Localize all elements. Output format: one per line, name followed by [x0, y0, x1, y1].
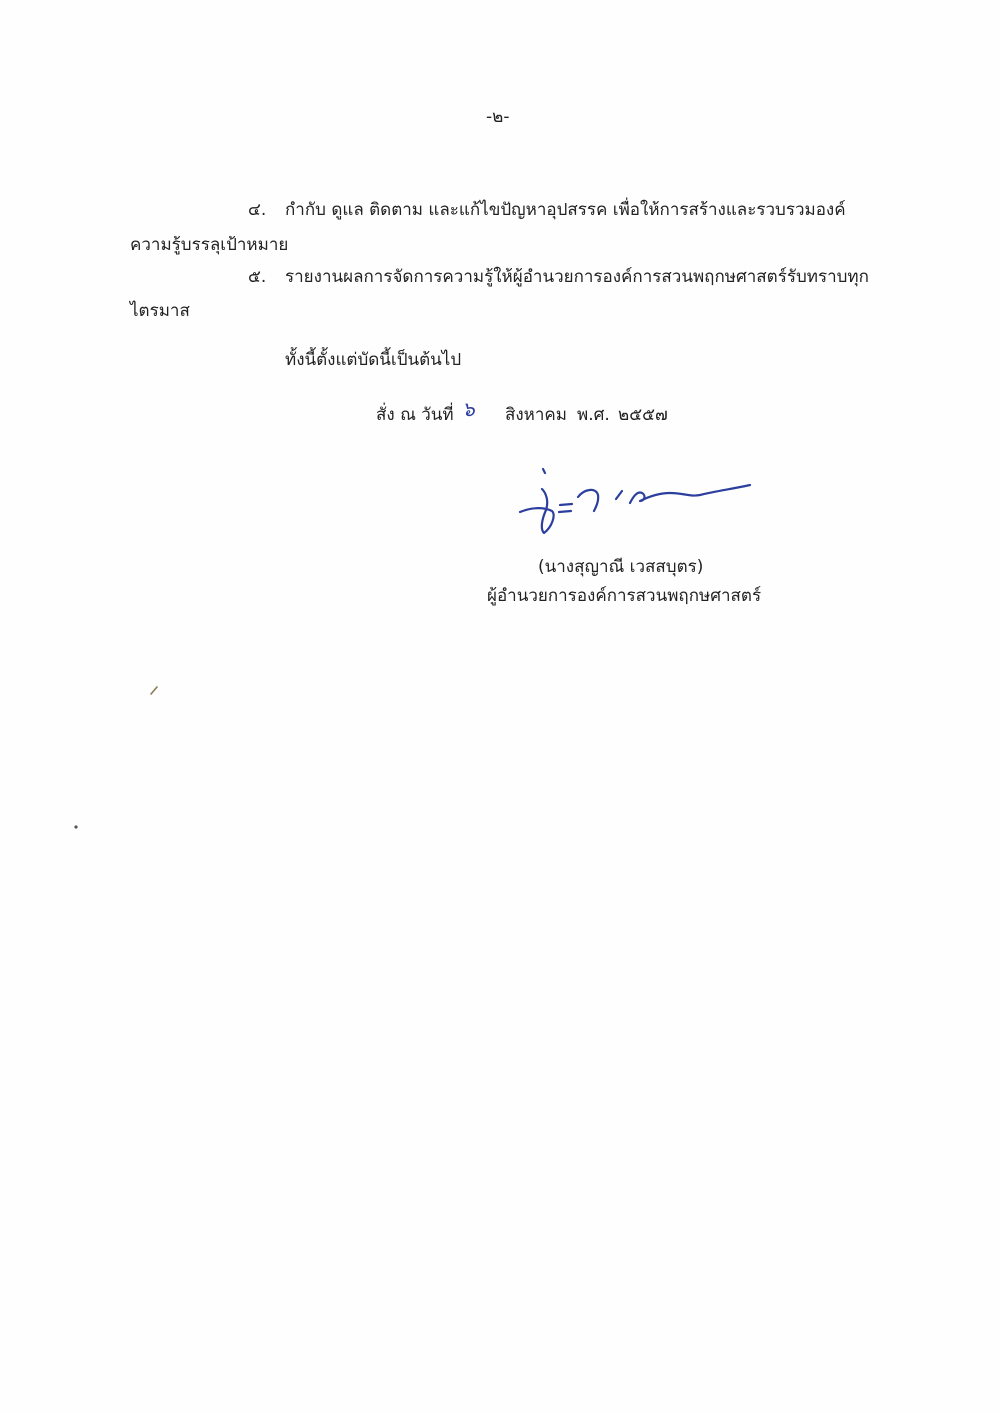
- signer-title: ผู้อำนวยการองค์การสวนพฤกษศาสตร์: [487, 586, 762, 606]
- item-5-text: รายงานผลการจัดการความรู้ให้ผู้อำนวยการองค์การสวนพฤกษศาสตร์รับทราบทุก: [285, 267, 869, 287]
- item-4-continuation: ความรู้บรรลุเป้าหมาย: [130, 235, 289, 255]
- scan-speck: [148, 684, 160, 696]
- handwritten-signature: [512, 455, 757, 540]
- item-5-number: ๕.: [248, 267, 267, 287]
- order-date-month: สิงหาคม: [505, 405, 568, 425]
- scan-speck: [72, 823, 80, 831]
- page-number: -๒-: [486, 107, 510, 127]
- item-5-continuation: ไตรมาส: [130, 301, 190, 321]
- order-date-year: ๒๕๕๗: [618, 405, 668, 425]
- order-date-day-handwritten: ๖: [462, 397, 475, 421]
- item-4-text: กำกับ ดูแล ติดตาม และแก้ไขปัญหาอุปสรรค เพื่อให้การสร้างและรวบรวมองค์: [285, 200, 846, 220]
- item-4-number: ๔.: [248, 200, 267, 220]
- order-date-prefix: สั่ง ณ วันที่: [376, 405, 454, 425]
- order-date-era: พ.ศ.: [577, 405, 610, 425]
- signer-name: (นางสุญาณี เวสสบุตร): [538, 557, 704, 577]
- effective-statement: ทั้งนี้ตั้งแต่บัดนี้เป็นต้นไป: [285, 350, 462, 370]
